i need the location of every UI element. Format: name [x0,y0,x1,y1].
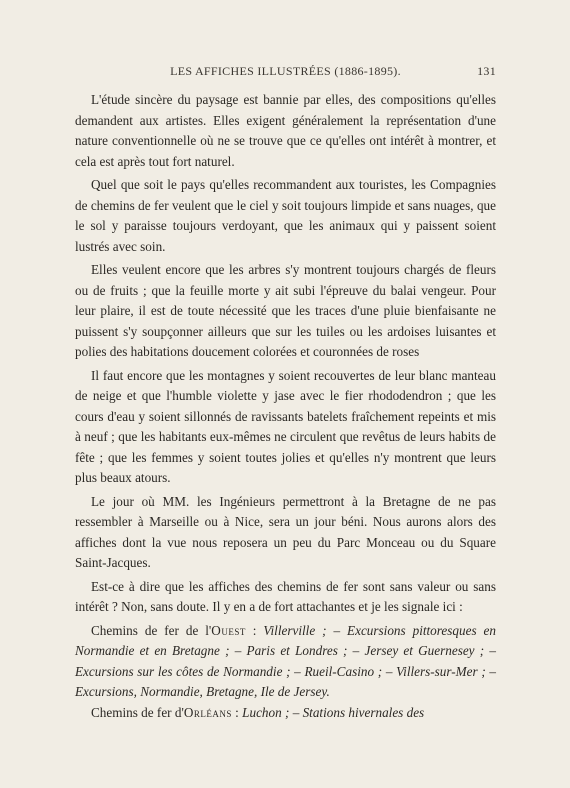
page-number: 131 [477,64,496,78]
body-text [75,90,496,723]
company-prefix: Chemins de fer d' [91,704,184,720]
page-header [75,64,496,80]
paragraph: Elles veulent encore que les arbres s'y montrent toujours chargés de fleurs ou de fruits ; que la feuille morte y ait subi l'épreuve du balai vengeur. Pour leur plaire, il est de toute nécessité que les traces d'une pluie bienfaisante ne puissent s'y soupçonner ailleurs que sur les tuiles ou les ardoises luisantes et polies des habitations doucement colorées et couronnées de roses [75,262,496,359]
entry-separator: : [245,622,264,638]
running-title: LES AFFICHES ILLUSTRÉES (1886-1895). [170,64,401,78]
paragraph: Le jour où MM. les Ingénieurs permettront à la Bretagne de ne pas ressembler à Marseille ou à Nice, sera un jour béni. Nous aurons alors des affiches dont la vue nous reposera un peu du Parc Monceau ou du Square Saint-Jacques. [75,493,496,570]
company-name: Ouest [211,622,246,638]
poster-list-entry [75,703,496,724]
company-prefix: Chemins de fer de l' [91,622,212,638]
entry-separator: : [231,704,243,720]
poster-list-entry [75,621,496,703]
poster-titles: Villerville ; – Excursions pittoresques en Normandie et en Bretagne ; – Paris et Londres ; – Jersey et Guernesey ; – Excursions sur les côtes de Normandie ; – Rueil-Casino ; – Villers-sur-Mer ; – Excursions, Normandie, Bretagne, Ile de Jersey. [75,622,496,699]
paragraph: Il faut encore que les montagnes y soient recouvertes de leur blanc manteau de neige et que l'humble violette y jase avec le fier rhododendron ; que les cours d'eau y soient sillonnés de ravissants batelets fraîchement repeints et mis à neuf ; que les habitants eux-mêmes ne circulent que revêtus de leurs habits de fête ; que les femmes y soient toutes jolies et qu'elles n'y montrent que leurs plus beaux atours. [75,367,496,485]
poster-titles: Luchon ; – Stations hivernales des [242,704,425,720]
paragraph: Quel que soit le pays qu'elles recommandent aux touristes, les Compagnies de chemins de fer veulent que le ciel y soit toujours limpide et sans nuages, que le sol y paraisse toujours verdoyant, que les animaux qui y paissent soient lustrés avec soin. [75,177,496,254]
paragraph: L'étude sincère du paysage est bannie par elles, des compositions qu'elles demandent aux artistes. Elles exigent généralement la représentation d'une nature conventionnelle où ne se trouve que ce qu'elles ont intérêt à montrer, et cela est après tout fort naturel. [75,92,496,169]
company-name: Orléans [183,704,232,720]
paragraph: Est-ce à dire que les affiches des chemins de fer sont sans valeur ou sans intérêt ? Non, sans doute. Il y en a de fort attachantes et je les signale ici : [75,578,496,614]
